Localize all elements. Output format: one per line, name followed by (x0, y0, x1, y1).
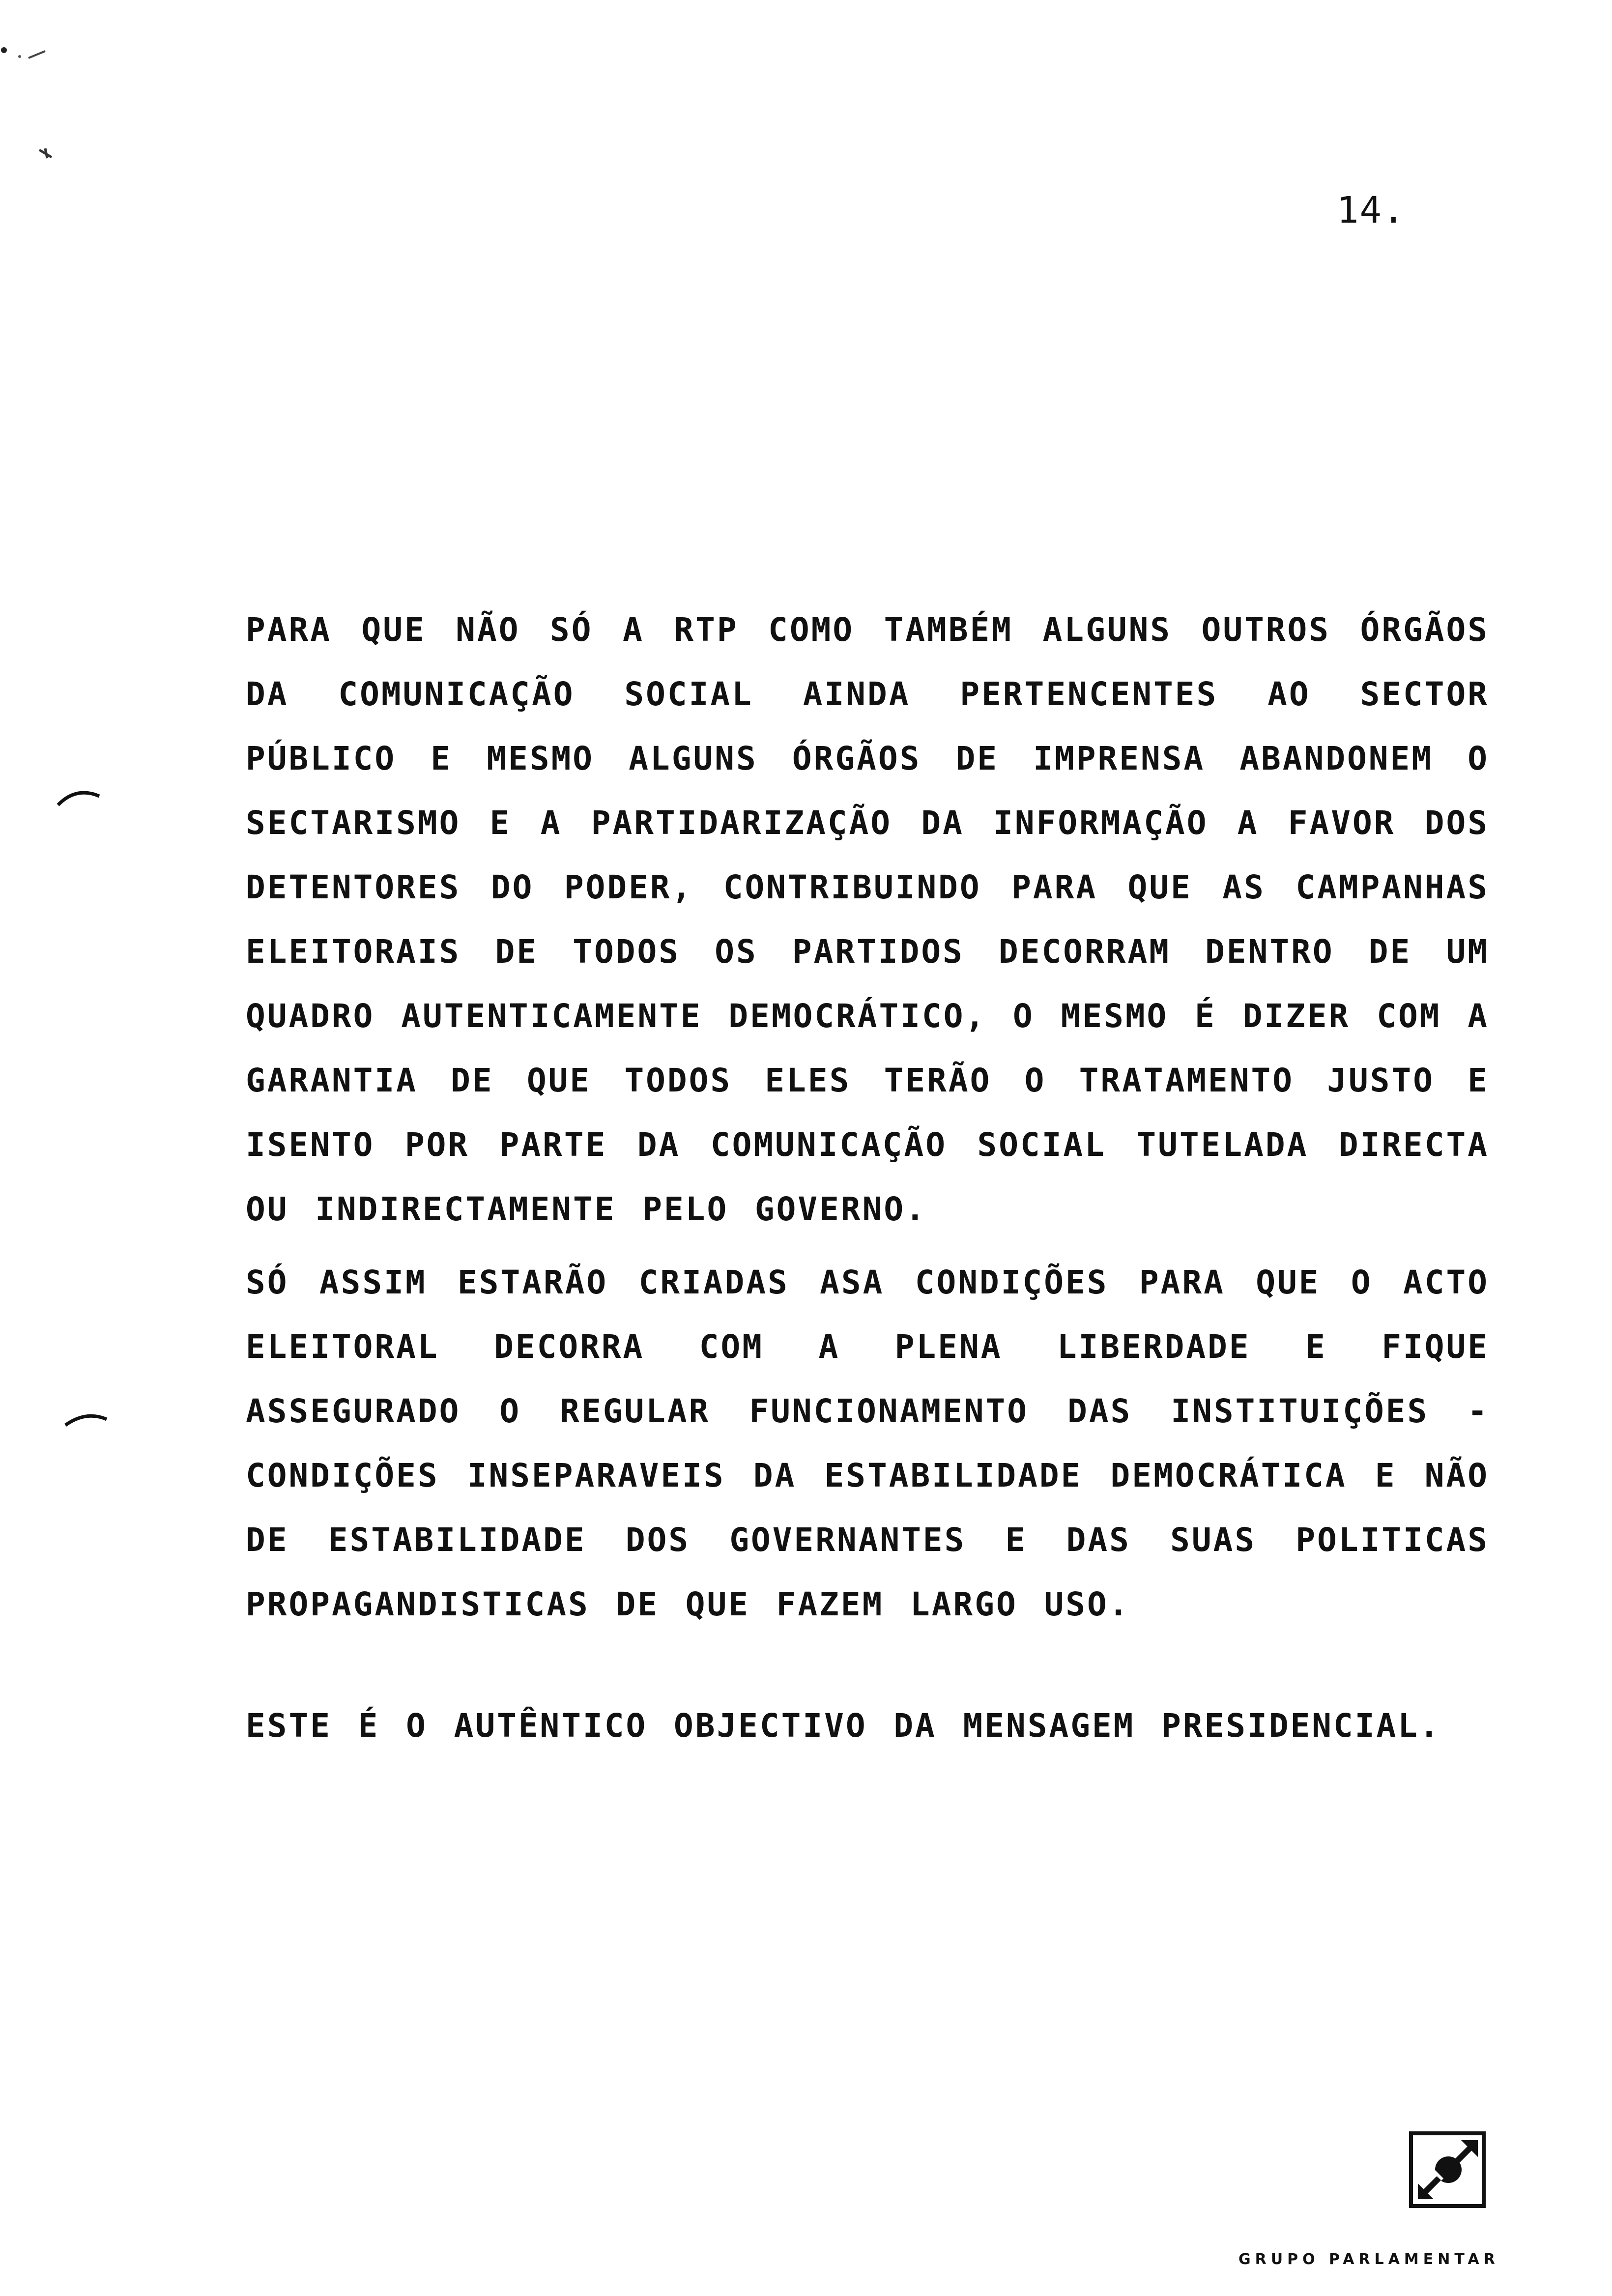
page-number: 14. (1337, 189, 1406, 231)
logo-caption: GRUPO PARLAMENTAR (1238, 2251, 1499, 2268)
body-paragraph: PARA QUE NÃO SÓ A RTP COMO TAMBÉM ALGUNS OUTROS ÓRGÃOS DA COMUNICAÇÃO SOCIAL AINDA PERTENCENTES AO SECTOR PÚBLICO E MESMO ALGUNS ÓRGÃOS DE IMPRENSA ABANDONEM O SECTARISMO E A PARTIDARIZAÇÃO DA INFORMAÇÃO A FAVOR DOS DETENTORES DO PODER, CONTRIBUINDO PARA QUE AS CAMPANHAS ELEITORAIS DE TODOS OS PARTIDOS DECORRAM DENTRO DE UM QUADRO AUTENTICAMENTE DEMOCRÁTICO, O MESMO É DIZER COM A GARANTIA DE QUE TODOS ELES TERÃO O TRATAMENTO JUSTO E ISENTO POR PARTE DA COMUNICAÇÃO SOCIAL TUTELADA DIRECTA OU INDIRECTAMENTE PELO GOVERNO. (246, 611, 1489, 1228)
grupo-parlamentar-logo-icon (1408, 2130, 1487, 2209)
body-paragraph: SÓ ASSIM ESTARÃO CRIADAS ASA CONDIÇÕES PARA QUE O ACTO ELEITORAL DECORRA COM A PLENA LIBERDADE E FIQUE ASSEGURADO O REGULAR FUNCIONAMENTO DAS INSTITUIÇÕES - CONDIÇÕES INSEPARAVEIS DA ESTABILIDADE DEMOCRÁTICA E NÃO DE ESTABILIDADE DOS GOVERNANTES E DAS SUAS POLITICAS PROPAGANDISTICAS DE QUE FAZEM LARGO USO. (246, 1263, 1489, 1623)
punch-hole-mark-upper (54, 781, 103, 811)
punch-hole-mark-lower (61, 1406, 111, 1435)
body-paragraph: ESTE É O AUTÊNTICO OBJECTIVO DA MENSAGEM PRESIDENCIAL. (246, 1707, 1441, 1745)
scan-speck-top-left (0, 39, 64, 167)
